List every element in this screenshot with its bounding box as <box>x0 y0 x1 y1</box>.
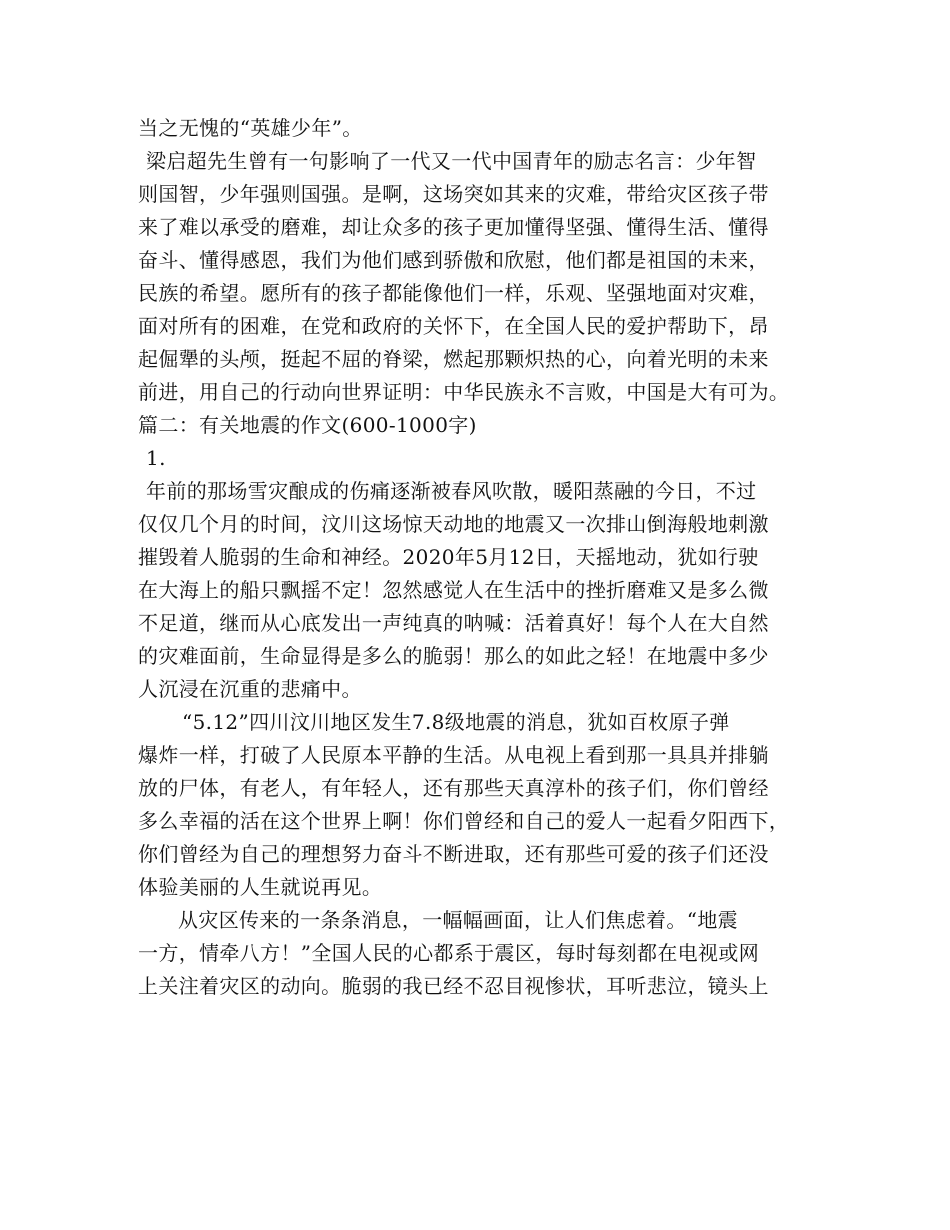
text-line: 奋斗、懂得感恩，我们为他们感到骄傲和欣慰，他们都是祖国的未来， <box>138 248 769 272</box>
text-line: 前进，用自己的行动向世界证明：中华民族永不言败，中国是大有可为。 <box>138 380 790 404</box>
text-line: 民族的希望。愿所有的孩子都能像他们一样，乐观、坚强地面对灾难， <box>138 281 769 305</box>
text-line: 起倔犟的头颅，挺起不屈的脊梁，燃起那颗炽热的心，向着光明的未来 <box>138 347 769 371</box>
paragraph-start-line: “5.12”四川汶川地区发生7.8级地震的消息，犹如百枚原子弹 <box>182 710 730 734</box>
text-line: 你们曾经为自己的理想努力奋斗不断进取，还有那些可爱的孩子们还没 <box>138 842 769 866</box>
text-line: 体验美丽的人生就说再见。 <box>138 875 383 899</box>
paragraph-start-line: 梁启超先生曾有一句影响了一代又一代中国青年的励志名言：少年智 <box>146 149 757 173</box>
text-line: 不足道，继而从心底发出一声纯真的呐喊：活着真好！每个人在大自然 <box>138 611 769 635</box>
text-line: 当之无愧的“英雄少年”。 <box>138 116 363 140</box>
list-number: 1. <box>146 446 166 470</box>
text-line: 仅仅几个月的时间，汶川这场惊天动地的地震又一次排山倒海般地刺激 <box>138 512 769 536</box>
text-line: 放的尸体，有老人，有年轻人，还有那些天真淳朴的孩子们，你们曾经 <box>138 776 769 800</box>
text-line: 来了难以承受的磨难，却让众多的孩子更加懂得坚强、懂得生活、懂得 <box>138 215 769 239</box>
paragraph-start-line: 年前的那场雪灾酿成的伤痛逐渐被春风吹散，暖阳蒸融的今日，不过 <box>146 479 757 503</box>
text-line: 面对所有的困难，在党和政府的关怀下，在全国人民的爱护帮助下，昂 <box>138 314 769 338</box>
section-heading: 篇二：有关地震的作文(600-1000字) <box>138 413 477 437</box>
text-line: 的灾难面前，生命显得是多么的脆弱！那么的如此之轻！在地震中多少 <box>138 644 769 668</box>
text-line: 爆炸一样，打破了人民原本平静的生活。从电视上看到那一具具并排躺 <box>138 743 769 767</box>
text-line: 人沉浸在沉重的悲痛中。 <box>138 677 362 701</box>
text-line: 摧毁着人脆弱的生命和神经。2020年5月12日，天摇地动，犹如行驶 <box>138 545 759 569</box>
text-line: 多么幸福的活在这个世界上啊！你们曾经和自己的爱人一起看夕阳西下， <box>138 809 790 833</box>
text-line: 一方，情牵八方！”全国人民的心都系于震区，每时每刻都在电视或网 <box>138 941 760 965</box>
text-line: 上关注着灾区的动向。脆弱的我已经不忍目视惨状，耳听悲泣，镜头上 <box>138 974 769 998</box>
text-line: 在大海上的船只飘摇不定！忽然感觉人在生活中的挫折磨难又是多么微 <box>138 578 769 602</box>
paragraph-start-line: 从灾区传来的一条条消息，一幅幅画面，让人们焦虑着。“地震 <box>178 908 739 932</box>
text-line: 则国智，少年强则国强。是啊，这场突如其来的灾难，带给灾区孩子带 <box>138 182 769 206</box>
document-body <box>138 112 838 1003</box>
